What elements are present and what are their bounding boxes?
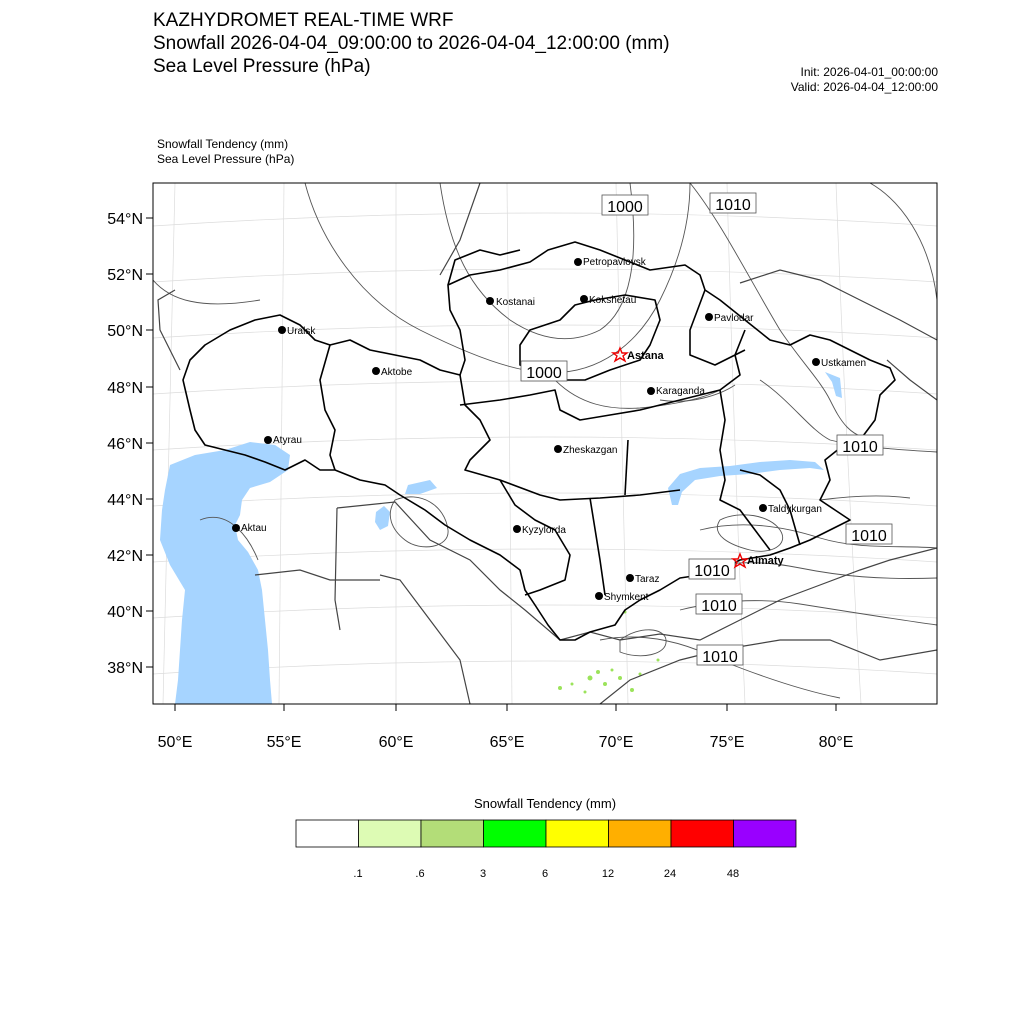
colorbar-tick: .1: [353, 868, 363, 880]
colorbar-swatch: [671, 820, 734, 847]
lat-label: 46°N: [107, 436, 143, 453]
city-dot: [626, 574, 634, 582]
lat-label: 52°N: [107, 267, 143, 284]
lon-label: 80°E: [818, 734, 854, 751]
title-line-2: Snowfall 2026-04-04_09:00:00 to 2026-04-04_12:00:00 (mm): [153, 33, 670, 54]
city-dot: [278, 326, 286, 334]
city-dot: [486, 297, 494, 305]
city-dot: [574, 258, 582, 266]
isobar-label: 1010: [694, 563, 730, 580]
isobar-label: 1000: [607, 199, 643, 216]
city-dot: [595, 592, 603, 600]
legend-title: Snowfall Tendency (mm): [473, 796, 617, 811]
city-label: Kyzylorda: [522, 525, 566, 536]
city-dot: [513, 525, 521, 533]
lat-label: 48°N: [107, 380, 143, 397]
colorbar-tick: 6: [541, 868, 549, 880]
capital-label: Astana: [627, 350, 664, 362]
city-label: Kokshetau: [589, 295, 637, 306]
isobar-label: 1000: [526, 365, 562, 382]
title-line-3: Sea Level Pressure (hPa): [153, 56, 371, 77]
colorbar-swatch: [359, 820, 422, 847]
colorbar-tick: .6: [415, 868, 425, 880]
lat-label: 38°N: [107, 660, 143, 677]
colorbar-swatch: [609, 820, 672, 847]
colorbar-swatch: [734, 820, 797, 847]
lon-label: 65°E: [489, 734, 525, 751]
valid-time: Valid: 2026-04-04_12:00:00: [790, 80, 938, 94]
city-dot: [705, 313, 713, 321]
city-dot: [372, 367, 380, 375]
colorbar-swatch: [421, 820, 484, 847]
colorbar: [296, 820, 796, 847]
city-label: Zheskazgan: [563, 445, 618, 456]
city-label: Ustkamen: [821, 358, 867, 369]
city-label: Atyrau: [273, 435, 302, 446]
city-label: Karaganda: [656, 386, 705, 397]
capital-label: Almaty: [747, 555, 784, 567]
isobar-label: 1010: [702, 649, 738, 666]
init-time: Init: 2026-04-01_00:00:00: [800, 65, 938, 79]
isobar-label: 1010: [842, 439, 878, 456]
lat-label: 42°N: [107, 548, 143, 565]
lat-label: 54°N: [107, 211, 143, 228]
lon-label: 75°E: [709, 734, 745, 751]
city-label: Aktau: [241, 523, 267, 534]
city-label: Taraz: [635, 574, 660, 585]
longitude-labels: [158, 734, 854, 751]
city-label: Pavlodar: [714, 313, 754, 324]
city-label: Taldykurgan: [768, 504, 822, 515]
city-label: Kostanai: [496, 297, 535, 308]
colorbar-swatch: [484, 820, 547, 847]
field-label-pressure: Sea Level Pressure (hPa): [157, 152, 295, 166]
colorbar-tick: 12: [601, 868, 615, 880]
colorbar-swatch: [546, 820, 609, 847]
city-label: Aktobe: [381, 367, 413, 378]
colorbar-tick: 48: [726, 868, 740, 880]
lat-label: 44°N: [107, 492, 143, 509]
latitude-labels: [107, 211, 143, 677]
colorbar-tick-labels: [353, 868, 739, 880]
city-label: Petropavlovsk: [583, 257, 646, 268]
field-label-snowfall: Snowfall Tendency (mm): [157, 137, 289, 151]
city-dot: [580, 295, 588, 303]
colorbar-tick: 3: [479, 868, 487, 880]
city-dot: [554, 445, 562, 453]
lat-label: 50°N: [107, 323, 143, 340]
city-dot: [759, 504, 767, 512]
lon-label: 50°E: [157, 734, 193, 751]
lon-label: 70°E: [598, 734, 634, 751]
lon-label: 60°E: [378, 734, 414, 751]
lon-label: 55°E: [266, 734, 302, 751]
city-dot: [647, 387, 655, 395]
title-line-1: KAZHYDROMET REAL-TIME WRF: [153, 10, 454, 31]
isobar-label: 1010: [701, 598, 737, 615]
colorbar-tick: 24: [663, 868, 677, 880]
city-dot: [812, 358, 820, 366]
isobar-label: 1010: [715, 197, 751, 214]
isobar-label: 1010: [851, 528, 887, 545]
lat-label: 40°N: [107, 604, 143, 621]
colorbar-swatch: [296, 820, 359, 847]
city-dot: [232, 524, 240, 532]
city-label: Shymkent: [604, 592, 649, 603]
city-dot: [264, 436, 272, 444]
city-label: Uralsk: [287, 326, 316, 337]
